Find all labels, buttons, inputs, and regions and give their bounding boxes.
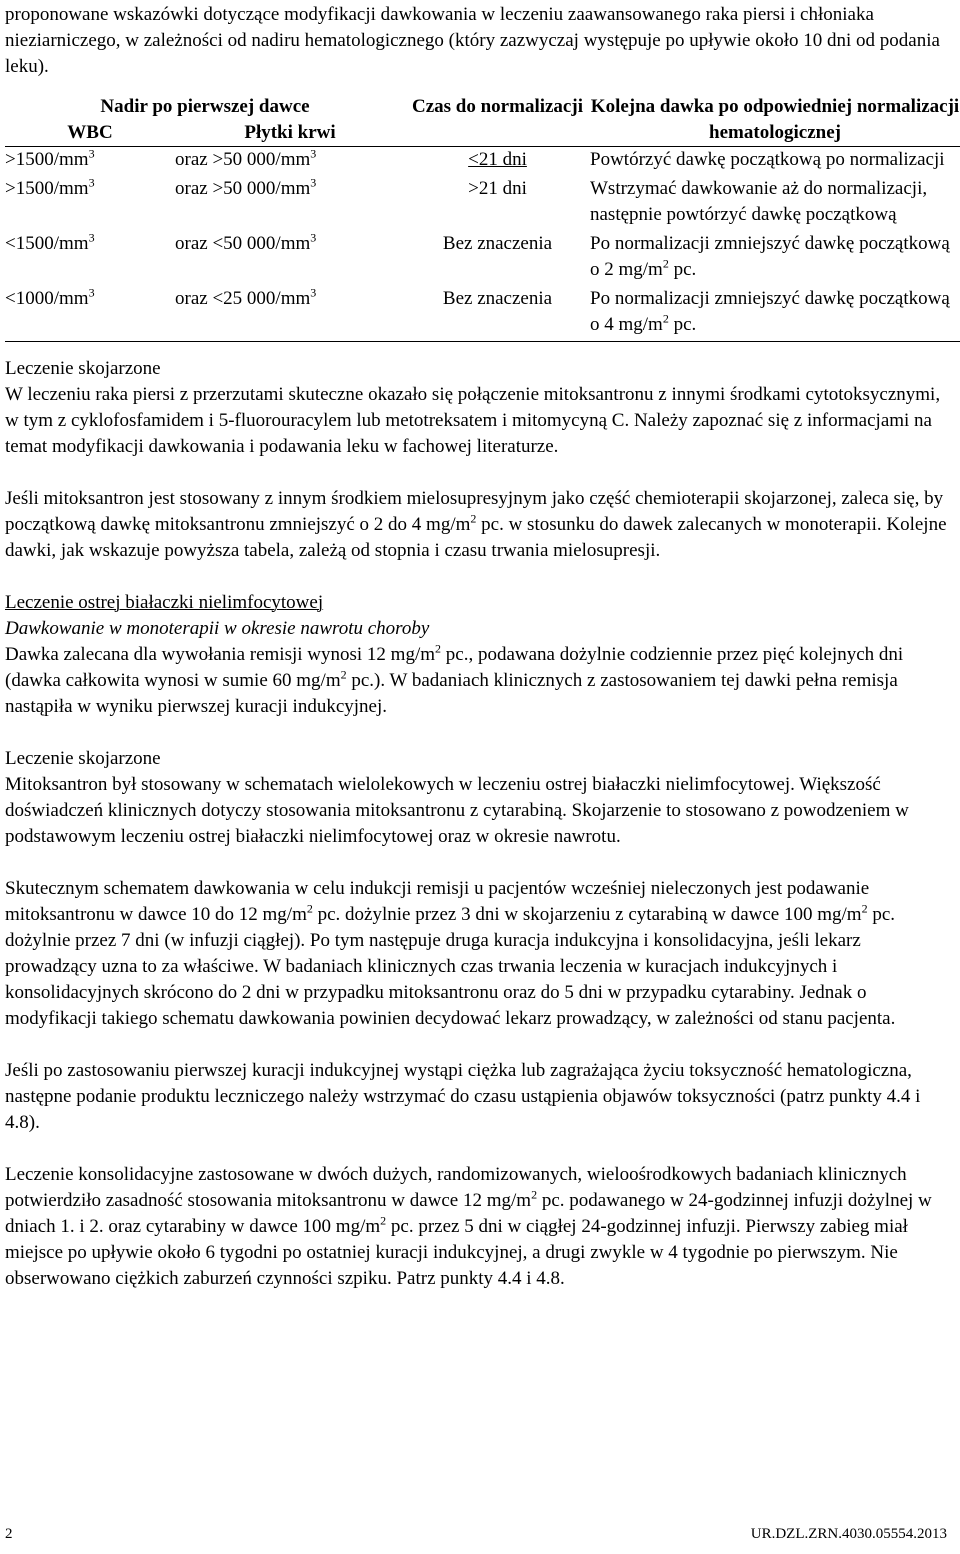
cell-platelets: oraz >50 $000/mm^3$ — [175, 175, 317, 199]
header-time: Czas do normalizacji — [405, 94, 590, 147]
section-aml — [5, 590, 955, 720]
section-subheading: Dawkowanie w monoterapii w okresie nawrotu choroby — [5, 618, 430, 639]
cell-next-dose: Powtórzyć dawkę początkową po normalizacji — [590, 149, 945, 170]
table-row — [5, 176, 960, 231]
paragraph: Leczenie konsolidacyjne zastosowane w dwóch dużych, randomizowanych, wieloośrodkowych badaniach klinicznych potwierdziło zasadność stosowania mitoksantronu w dawce 12 $mg/m^2$ pc. podawanego w 24-godzinnej infuzji dożylnej w dniach 1. i 2. oraz cytarabiny w dawce 100 $mg/m^2$ pc. przez 5 dni w ciągłej 24-godzinnej infuzji. Pierwszy zabieg miał miejsce po upływie około 6 tygodni po ostatniej kuracji indukcyjnej, a drugi zwykle w 4 tygodnie po pierwszym. Nie obserwowano ciężkich zaburzeń czynności szpiku. Patrz punkty 4.4 i 4.8. — [5, 1164, 932, 1289]
cell-wbc: $<1000/mm^3$ — [5, 286, 175, 342]
paragraph: Dawka zalecana dla wywołania remisji wynosi 12 $mg/m^2$ pc., podawana dożylnie codziennie przez pięć kolejnych dni (dawka całkowita wynosi w sumie 60 $mg/m^2$ pc.). W badaniach klinicznych z zastosowaniem tej dawki pełna remisja nastąpiła w wyniku pierwszej kuracji indukcyjnej. — [5, 641, 904, 717]
cell-time: <21 dni — [468, 149, 527, 170]
section-heading: Leczenie skojarzone — [5, 358, 161, 379]
table-row — [5, 286, 960, 342]
table-row — [5, 231, 960, 286]
header-next-dose: Kolejna dawka po odpowiedniej normalizacji hematologicznej — [590, 94, 960, 147]
intro-paragraph: proponowane wskazówki dotyczące modyfikacji dawkowania w leczeniu zaawansowanego raka piersi i chłoniaka nieziarniczego, w zależności od nadiru hematologicznego (który zazwyczaj występuje po upływie około 10 dni od podania leku). — [5, 4, 940, 77]
header-wbc: WBC — [5, 120, 175, 147]
cell-next-dose: Po normalizacji zmniejszyć dawkę początkową o 4 $mg/m^2$ pc. — [590, 286, 960, 342]
cell-platelets: oraz >50 $000/mm^3$ — [175, 146, 317, 170]
cell-next-dose: Po normalizacji zmniejszyć dawkę początkową o 2 $mg/m^2$ pc. — [590, 233, 950, 280]
cell-time: Bez znaczenia — [405, 286, 590, 342]
paragraph: Jeśli mitoksantron jest stosowany z innym środkiem mielosupresyjnym jako część chemioterapii skojarzonej, zaleca się, by początkową dawkę mitoksantronu zmniejszyć o 2 do 4 $mg/m^2$ pc. w stosunku do dawek zalecanych w monoterapii. Kolejne dawki, jak wskazuje powyższa tabela, zależą od stopnia i czasu trwania mielosupresji. — [5, 488, 947, 561]
paragraph: W leczeniu raka piersi z przerzutami skuteczne okazało się połączenie mitoksantronu z innymi środkami cytotoksycznymi, w tym z cyklofosfamidem i 5-fluorouracylem lub metotreksatem i mitomycyną C. Należy zapoznać się z informacjami na temat modyfikacji dawkowania i podawania leku w fachowej literaturze. — [5, 384, 941, 457]
page-number: 2 — [5, 1526, 13, 1542]
cell-platelets: oraz <25 $000/mm^3$ — [175, 286, 405, 342]
paragraph: Mitoksantron był stosowany w schematach wielolekowych w leczeniu ostrej białaczki nielimfocytowej. Większość doświadczeń klinicznych dotyczy stosowania mitoksantronu z cytarabiną. Skojarzenie to stosowano z powodzeniem w podstawowym leczeniu ostrej białaczki nielimfocytowej oraz w okresie nawrotu. — [5, 774, 909, 847]
section-combined-breast — [5, 356, 955, 564]
cell-wbc: $<1500/mm^3$ — [5, 230, 95, 254]
table-header-row-1 — [5, 94, 960, 120]
section-heading: Leczenie ostrej białaczki nielimfocytowej — [5, 592, 324, 613]
header-nadir: Nadir po pierwszej dawce — [100, 96, 310, 117]
document-code: UR.DZL.ZRN.4030.05554.2013 — [750, 1526, 947, 1542]
dose-modification-table — [5, 94, 960, 342]
paragraph: Skutecznym schematem dawkowania w celu indukcji remisji u pacjentów wcześniej nieleczonych jest podawanie mitoksantronu w dawce 10 do 12 $mg/m^2$ pc. dożylnie przez 3 dni w skojarzeniu z cytarabiną w dawce 100 $mg/m^2$ pc. dożylnie przez 7 dni (w infuzji ciągłej). Po tym następuje druga kuracja indukcyjna i konsolidacyjna, jeśli lekarz prowadzący uzna to za właściwe. W badaniach klinicznych czas trwania leczenia w kuracjach indukcyjnych i konsolidacyjnych skrócono do 2 dni w przypadku mitoksantronu oraz do 5 dni w przypadku cytarabiny. Jednak o modyfikacji takiego schematu dawkowania powinien decydować lekarz prowadzący, w zależności od stanu pacjenta. — [5, 878, 896, 1029]
section-heading: Leczenie skojarzone — [5, 748, 161, 769]
table-row — [5, 147, 960, 177]
document-page — [5, 0, 960, 1292]
header-platelets: Płytki krwi — [175, 120, 405, 147]
cell-time: >21 dni — [468, 178, 527, 199]
paragraph: Jeśli po zastosowaniu pierwszej kuracji indukcyjnej wystąpi ciężka lub zagrażająca życiu toksyczność hematologiczna, następne podanie produktu leczniczego należy wstrzymać do czasu ustąpienia objawów toksyczności (patrz punkty 4.4 i 4.8). — [5, 1060, 921, 1133]
cell-wbc: $>1500/mm^3$ — [5, 146, 95, 170]
cell-time: Bez znaczenia — [442, 233, 553, 254]
cell-next-dose: Wstrzymać dawkowanie aż do normalizacji, następnie powtórzyć dawkę początkową — [590, 178, 928, 225]
cell-wbc: $>1500/mm^3$ — [5, 175, 95, 199]
section-combined-aml — [5, 746, 955, 1292]
cell-platelets: oraz <50 $000/mm^3$ — [175, 230, 317, 254]
